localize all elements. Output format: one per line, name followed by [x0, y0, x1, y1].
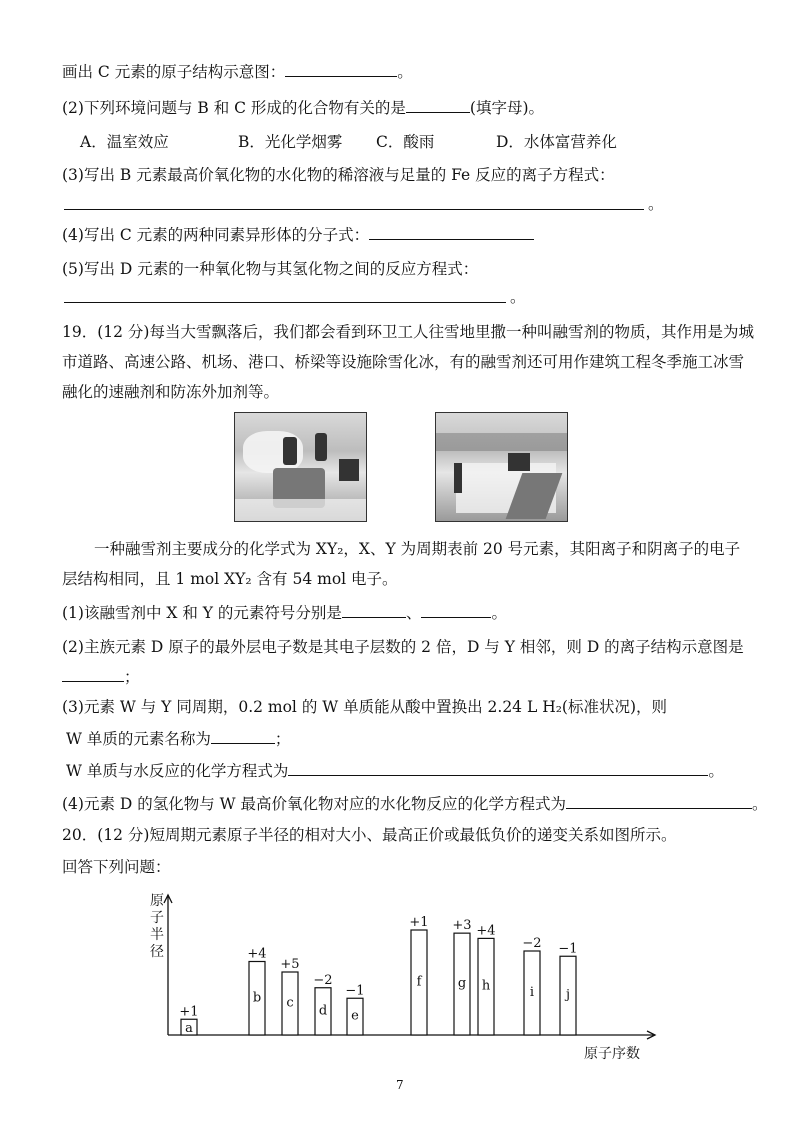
option-c: C．酸雨: [376, 133, 435, 151]
valence-label-h: +4: [476, 923, 496, 939]
q19-part2-line: (2)主族元素 D 原子的最外层电子数是其电子层数的 2 倍，D 与 Y 相邻，则 D 的离子结构示意图是: [62, 638, 744, 656]
valence-label-e: −1: [345, 983, 365, 999]
period: 。: [397, 63, 413, 81]
valence-label-b: +4: [247, 946, 267, 962]
q19-line-2: 市道路、高速公路、机场、港口、桥梁等设施除雪化冰，有的融雪剂还可用作建筑工程冬季施工冰雪: [62, 353, 745, 371]
period: 。: [510, 288, 526, 306]
bar-label-d: d: [318, 1003, 328, 1019]
q19-line-1: 19．(12 分)每当大雪飘落后，我们都会看到环卫工人往雪地里撒一种叫融雪剂的物质，其作用是为城: [62, 323, 754, 341]
bar-label-j: j: [565, 987, 571, 1003]
valence-label-j: −1: [558, 941, 578, 957]
bar-label-e: e: [351, 1008, 359, 1024]
q18-part3-text: (3)写出 B 元素最高价氧化物的水化物的稀溶液与足量的 Fe 反应的离子方程式：: [62, 166, 615, 184]
valence-label-f: +1: [409, 915, 429, 930]
page-number: 7: [396, 1078, 404, 1092]
q20-line-1: 20．(12 分)短周期元素原子半径的相对大小、最高正价或最低负价的递变关系如图所示。: [62, 826, 677, 844]
q19-part3b-line: W 单质与水反应的化学方程式为 。: [66, 762, 724, 780]
bar-label-c: c: [286, 995, 294, 1011]
valence-label-g: +3: [452, 918, 472, 934]
bar-label-h: h: [481, 978, 491, 994]
option-d: D．水体富营养化: [496, 133, 617, 151]
bar-label-g: g: [457, 976, 467, 992]
q19-part2-blank-line: ；: [62, 667, 140, 687]
option-a: A．温室效应: [80, 133, 169, 151]
option-b: B．光化学烟雾: [238, 133, 343, 151]
q18-part4-text: (4)写出 C 元素的两种同素异形体的分子式：: [62, 226, 370, 244]
bar-label-a: a: [185, 1021, 193, 1037]
y-axis-label-char: 原: [150, 893, 164, 909]
bar-label-b: b: [252, 990, 262, 1006]
valence-label-a: +1: [179, 1004, 199, 1020]
period: 。: [648, 195, 664, 213]
q19-part3-line: (3)元素 W 与 Y 同周期，0.2 mol 的 W 单质能从酸中置换出 2.24 L H₂(标准状况)，则: [62, 698, 668, 716]
valence-label-c: +5: [280, 957, 300, 972]
q18-part2-suffix: (填字母)。: [469, 99, 545, 117]
y-axis-label-char: 子: [150, 910, 164, 926]
valence-label-i: −2: [522, 936, 542, 951]
q19-part1-line: (1)该融雪剂中 X 和 Y 的元素符号分别是 、 。: [62, 604, 507, 622]
q19-line-3: 融化的速融剂和防冻外加剂等。: [62, 383, 280, 401]
bar-label-i: i: [529, 985, 535, 1000]
q19-para-2: 层结构相同，且 1 mol XY₂ 含有 54 mol 电子。: [62, 570, 398, 588]
q19-para-1: 一种融雪剂主要成分的化学式为 XY₂，X、Y 为周期表前 20 号元素，其阳离子和阴离子的电子: [94, 540, 741, 558]
y-axis-label-char: 半: [150, 927, 164, 943]
x-axis-label: 原子序数: [584, 1046, 640, 1062]
q19-part4-line: (4)元素 D 的氢化物与 W 最高价氧化物对应的水化物反应的化学方程式为 。: [62, 795, 768, 813]
q19-part3a-line: W 单质的元素名称为 ；: [66, 730, 291, 748]
q18-part5-text: (5)写出 D 元素的一种氧化物与其氢化物之间的反应方程式：: [62, 260, 479, 278]
q18-part1-text: 画出 C 元素的原子结构示意图：: [62, 63, 286, 81]
q18-part2-text: (2)下列环境问题与 B 和 C 形成的化合物有关的是: [62, 99, 406, 117]
q20-line-2: 回答下列问题：: [62, 858, 171, 876]
bar-label-f: f: [416, 974, 422, 990]
valence-label-d: −2: [313, 972, 333, 988]
y-axis-label-char: 径: [150, 944, 164, 960]
